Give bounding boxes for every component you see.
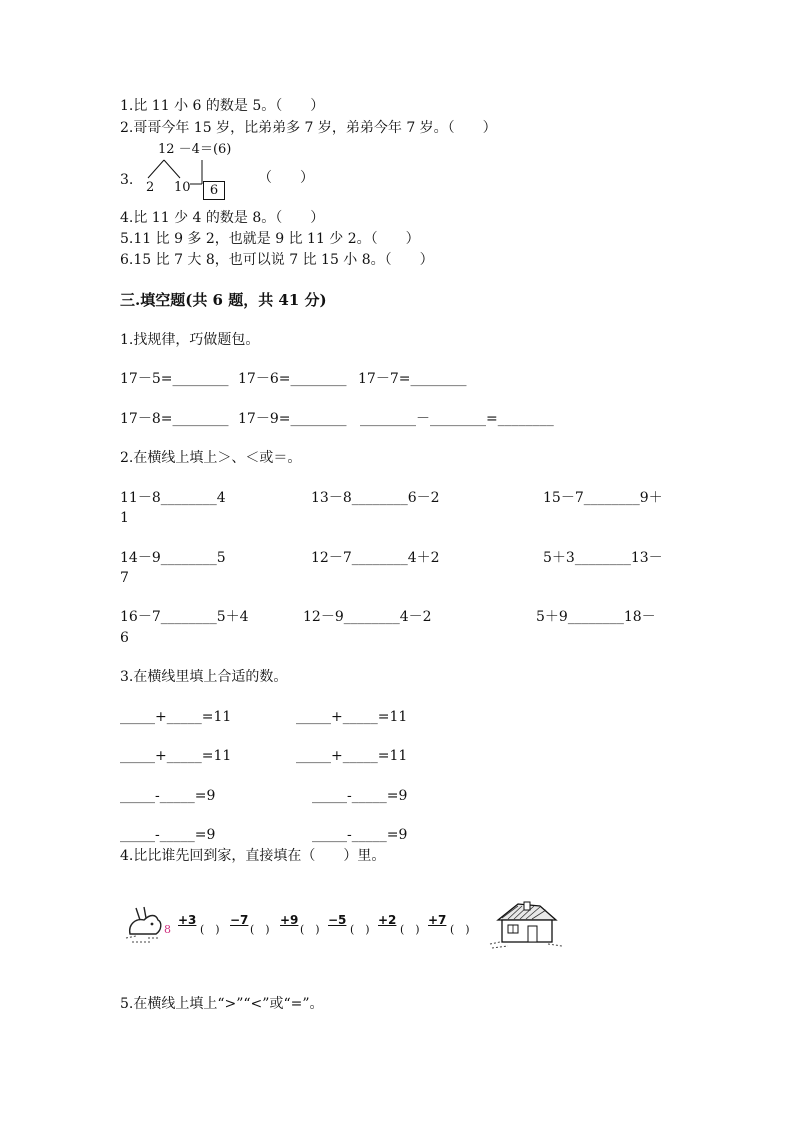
fill2-r2-c1: 14－9________5 [120,550,226,566]
op-3: +9 [280,913,299,927]
judge-q3-left-part: 2 [146,180,155,195]
fill1-title: 1.找规律，巧做题包。 [120,332,260,348]
fill1-r2-c3: ________－________=________ [360,411,554,427]
fill2-r1-wrap: 1 [120,510,129,526]
op-2: −7 [230,913,249,927]
judge-q3-answer-box: 6 [203,181,225,200]
fill3-r3-c2: _____-_____=9 [312,788,408,804]
op-4: −5 [328,913,347,927]
start-number: 8 [164,923,171,936]
op-1: +3 [178,913,197,927]
answer-paren-4: ( ) [350,923,370,936]
fill2-r1-c2: 13－8________6－2 [311,490,440,506]
judge-q3-label: 3. [120,172,134,188]
judge-q3-right-part: 10 [174,180,191,195]
house-icon [488,898,566,950]
fill2-r3-c2: 12－9________4－2 [303,609,432,625]
answer-paren-5: ( ) [400,923,420,936]
judge-q4: 4.比 11 少 4 的数是 8。（ ） [120,210,325,226]
answer-paren-6: ( ) [450,923,470,936]
answer-paren-3: ( ) [300,923,320,936]
fill2-r1-c3: 15－7________9＋ [543,490,663,506]
fill2-r3-c3: 5＋9________18－ [536,609,656,625]
judge-q3-paren: （ ） [258,170,314,186]
fill1-r1-c2: 17－6=________ [238,371,347,387]
fill3-r2-c2: _____+_____=11 [296,748,408,764]
rabbit-icon [122,904,166,944]
fill2-title: 2.在横线上填上＞、＜或＝。 [120,450,302,466]
judge-q1: 1.比 11 小 6 的数是 5。（ ） [120,98,325,114]
answer-paren-2: ( ) [250,923,270,936]
fill2-r3-c1: 16－7________5＋4 [120,609,249,625]
fill3-title: 3.在横线里填上合适的数。 [120,669,288,685]
fill4-title: 4.比比谁先回到家，直接填在（ ）里。 [120,848,386,864]
race-path [122,898,566,950]
judge-q3-equation: 12 －4＝(6) [158,142,232,157]
fill2-r1-c1: 11－8________4 [120,490,226,506]
section-title: 三.填空题(共 6 题，共 41 分) [120,291,327,309]
fill2-r2-c3: 5＋3________13－ [543,550,663,566]
fill1-r1-c3: 17－7=________ [358,371,467,387]
fill3-r3-c1: _____-_____=9 [120,788,216,804]
answer-paren-1: ( ) [200,923,220,936]
op-6: +7 [428,913,447,927]
fill3-r1-c2: _____+_____=11 [296,709,408,725]
fill3-r4-c1: _____-_____=9 [120,827,216,843]
op-5: +2 [378,913,397,927]
judge-q5: 5.11 比 9 多 2，也就是 9 比 11 少 2。（ ） [120,231,420,247]
fill2-r2-c2: 12－7________4＋2 [311,550,440,566]
fill1-r2-c1: 17－8=________ [120,411,229,427]
fill5-title: 5.在横线上填上“>”“<”或“=”。 [120,996,324,1012]
fill1-r1-c1: 17－5=________ [120,371,229,387]
fill2-r3-wrap: 6 [120,630,129,646]
fill1-r2-c2: 17－9=________ [238,411,347,427]
fill2-r2-wrap: 7 [120,570,129,586]
judge-q6: 6.15 比 7 大 8，也可以说 7 比 15 小 8。（ ） [120,252,434,268]
fill3-r1-c1: _____+_____=11 [120,709,232,725]
judge-q2: 2.哥哥今年 15 岁，比弟弟多 7 岁，弟弟今年 7 岁。（ ） [120,120,497,136]
fill3-r4-c2: _____-_____=9 [312,827,408,843]
fill3-r2-c1: _____+_____=11 [120,748,232,764]
